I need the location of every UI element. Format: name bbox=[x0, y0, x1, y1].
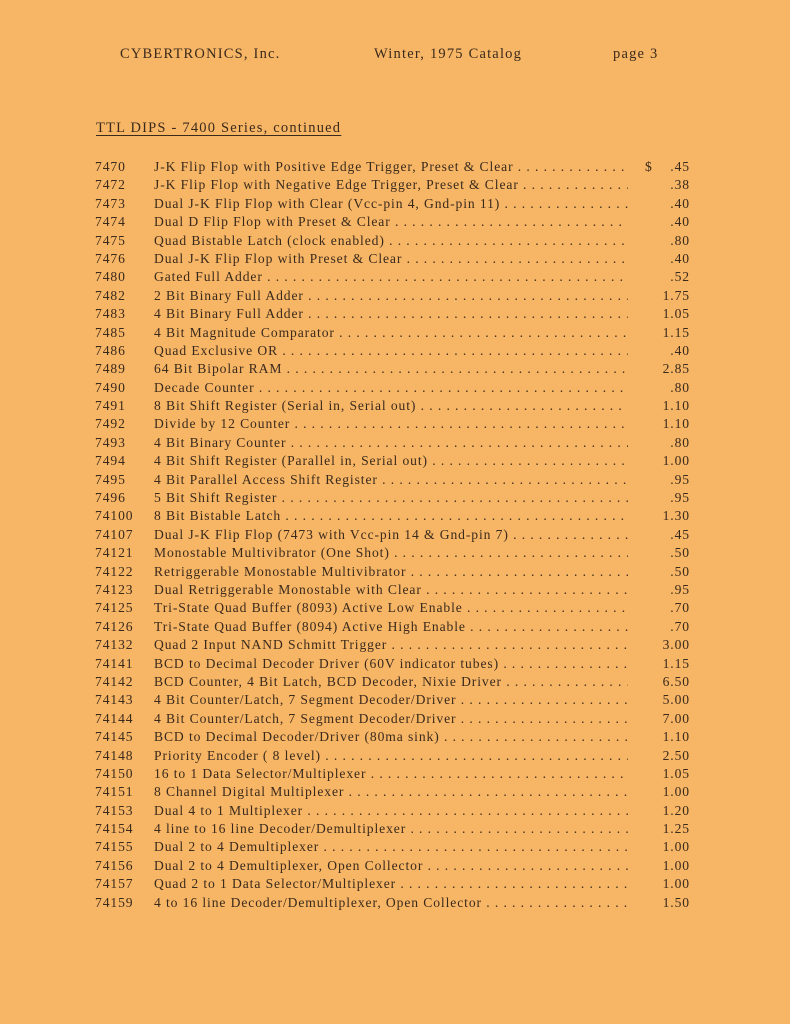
part-description: Dual Retriggerable Monostable with Clear . . . bbox=[154, 581, 628, 599]
part-description: 2 Bit Binary Full Adder . . . bbox=[154, 287, 628, 305]
part-description: BCD to Decimal Decoder/Driver (80ma sink) . . . bbox=[154, 728, 628, 746]
part-description: Divide by 12 Counter . . . bbox=[154, 415, 628, 433]
part-description: BCD to Decimal Decoder Driver (60V indicator tubes) . . . bbox=[154, 655, 628, 673]
part-price: 1.05 bbox=[662, 765, 690, 781]
part-price: .40 bbox=[670, 195, 690, 211]
part-number: 74123 bbox=[95, 581, 134, 597]
part-description: 4 Bit Parallel Access Shift Register . . . bbox=[154, 471, 628, 489]
part-price: 1.00 bbox=[662, 784, 690, 800]
part-number: 74107 bbox=[95, 526, 134, 542]
list-item bbox=[0, 324, 790, 342]
section-title: TTL DIPS - 7400 Series, continued bbox=[96, 120, 342, 136]
part-description: Dual 2 to 4 Demultiplexer . . . bbox=[154, 838, 628, 856]
part-description: Quad 2 Input NAND Schmitt Trigger . . . bbox=[154, 636, 628, 654]
part-number: 7490 bbox=[95, 379, 126, 395]
part-number: 7483 bbox=[95, 306, 126, 322]
list-item bbox=[0, 673, 790, 691]
part-number: 74143 bbox=[95, 692, 134, 708]
list-item bbox=[0, 287, 790, 305]
part-number: 7475 bbox=[95, 232, 126, 248]
list-item bbox=[0, 360, 790, 378]
part-price: 1.00 bbox=[662, 876, 690, 892]
list-item bbox=[0, 379, 790, 397]
list-item bbox=[0, 195, 790, 213]
part-price: .45 bbox=[670, 526, 690, 542]
part-description: 4 Bit Counter/Latch, 7 Segment Decoder/Driver . . . bbox=[154, 691, 628, 709]
part-price: 1.10 bbox=[662, 416, 690, 432]
part-number: 74153 bbox=[95, 802, 134, 818]
part-description: Monostable Multivibrator (One Shot) . . . bbox=[154, 544, 628, 562]
part-description: 4 Bit Binary Full Adder . . . bbox=[154, 305, 628, 323]
part-price: .40 bbox=[670, 250, 690, 266]
part-description: 8 Bit Shift Register (Serial in, Serial out) . . . bbox=[154, 397, 628, 415]
part-number: 74132 bbox=[95, 637, 134, 653]
list-item bbox=[0, 544, 790, 562]
part-price: .80 bbox=[670, 379, 690, 395]
part-description: Quad 2 to 1 Data Selector/Multiplexer . . . bbox=[154, 875, 628, 893]
part-description: 16 to 1 Data Selector/Multiplexer . . . bbox=[154, 765, 628, 783]
list-item bbox=[0, 305, 790, 323]
part-price: 1.30 bbox=[662, 508, 690, 524]
part-price: .40 bbox=[670, 214, 690, 230]
list-item bbox=[0, 415, 790, 433]
company-name: CYBERTRONICS, Inc. bbox=[120, 46, 281, 62]
part-price: 1.50 bbox=[662, 894, 690, 910]
list-item bbox=[0, 765, 790, 783]
part-description: 5 Bit Shift Register . . . bbox=[154, 489, 628, 507]
part-description: J-K Flip Flop with Positive Edge Trigger, Preset & Clear . . . bbox=[154, 158, 628, 176]
part-number: 74155 bbox=[95, 839, 134, 855]
list-item bbox=[0, 471, 790, 489]
part-number: 74100 bbox=[95, 508, 134, 524]
list-item bbox=[0, 158, 790, 176]
part-price: 1.00 bbox=[662, 453, 690, 469]
list-item bbox=[0, 636, 790, 654]
part-number: 74121 bbox=[95, 545, 134, 561]
part-price: 1.00 bbox=[662, 839, 690, 855]
part-price: 1.10 bbox=[662, 398, 690, 414]
part-description: 4 Bit Magnitude Comparator . . . bbox=[154, 324, 628, 342]
part-description: 4 to 16 line Decoder/Demultiplexer, Open Collector . . . bbox=[154, 894, 628, 912]
part-number: 7493 bbox=[95, 434, 126, 450]
part-number: 74125 bbox=[95, 600, 134, 616]
part-description: 4 Bit Binary Counter . . . bbox=[154, 434, 628, 452]
part-number: 74122 bbox=[95, 563, 134, 579]
list-item bbox=[0, 820, 790, 838]
catalog-title: Winter, 1975 Catalog bbox=[374, 46, 523, 62]
part-number: 74142 bbox=[95, 673, 134, 689]
part-number: 7496 bbox=[95, 490, 126, 506]
list-item bbox=[0, 710, 790, 728]
part-description: Quad Exclusive OR . . . bbox=[154, 342, 628, 360]
part-description: Dual D Flip Flop with Preset & Clear . . . bbox=[154, 213, 628, 231]
part-number: 7472 bbox=[95, 177, 126, 193]
part-description: Dual J-K Flip Flop (7473 with Vcc-pin 14 & Gnd-pin 7) . . . bbox=[154, 526, 628, 544]
part-description: BCD Counter, 4 Bit Latch, BCD Decoder, Nixie Driver . . . bbox=[154, 673, 628, 691]
list-item bbox=[0, 563, 790, 581]
part-number: 74141 bbox=[95, 655, 134, 671]
part-price: .95 bbox=[670, 581, 690, 597]
part-number: 7486 bbox=[95, 342, 126, 358]
part-description: 4 line to 16 line Decoder/Demultiplexer . . . bbox=[154, 820, 628, 838]
part-description: Tri-State Quad Buffer (8094) Active High Enable . . . bbox=[154, 618, 628, 636]
part-number: 7482 bbox=[95, 287, 126, 303]
part-description: Dual J-K Flip Flop with Clear (Vcc-pin 4, Gnd-pin 11) . . . bbox=[154, 195, 628, 213]
list-item bbox=[0, 526, 790, 544]
part-description: Priority Encoder ( 8 level) . . . bbox=[154, 747, 628, 765]
part-price: .50 bbox=[670, 563, 690, 579]
part-description: 8 Bit Bistable Latch . . . bbox=[154, 507, 628, 525]
part-description: Dual J-K Flip Flop with Preset & Clear . . . bbox=[154, 250, 628, 268]
part-number: 7489 bbox=[95, 361, 126, 377]
part-number: 7476 bbox=[95, 250, 126, 266]
list-item bbox=[0, 655, 790, 673]
part-number: 74126 bbox=[95, 618, 134, 634]
part-price: .70 bbox=[670, 600, 690, 616]
part-number: 74148 bbox=[95, 747, 134, 763]
part-number: 74154 bbox=[95, 821, 134, 837]
part-number: 7491 bbox=[95, 398, 126, 414]
list-item bbox=[0, 691, 790, 709]
part-price: 1.15 bbox=[662, 655, 690, 671]
list-item bbox=[0, 581, 790, 599]
part-description: J-K Flip Flop with Negative Edge Trigger, Preset & Clear . . . bbox=[154, 176, 628, 194]
catalog-list bbox=[0, 158, 790, 912]
part-price: .52 bbox=[670, 269, 690, 285]
list-item bbox=[0, 747, 790, 765]
part-number: 74157 bbox=[95, 876, 134, 892]
part-number: 7470 bbox=[95, 159, 126, 174]
list-item bbox=[0, 489, 790, 507]
part-price: 1.05 bbox=[662, 306, 690, 322]
part-price: .95 bbox=[670, 471, 690, 487]
part-number: 74144 bbox=[95, 710, 134, 726]
part-description: 4 Bit Counter/Latch, 7 Segment Decoder/Driver . . . bbox=[154, 710, 628, 728]
part-price: 1.20 bbox=[662, 802, 690, 818]
part-price: 7.00 bbox=[662, 710, 690, 726]
part-price: 1.15 bbox=[662, 324, 690, 340]
list-item bbox=[0, 838, 790, 856]
part-number: 74145 bbox=[95, 729, 134, 745]
part-description: Decade Counter . . . bbox=[154, 379, 628, 397]
part-number: 7492 bbox=[95, 416, 126, 432]
part-number: 7494 bbox=[95, 453, 126, 469]
part-price: 3.00 bbox=[662, 637, 690, 653]
part-number: 7473 bbox=[95, 195, 126, 211]
list-item bbox=[0, 783, 790, 801]
list-item bbox=[0, 802, 790, 820]
list-item bbox=[0, 599, 790, 617]
part-price: 1.10 bbox=[662, 729, 690, 745]
currency-symbol: $ bbox=[645, 159, 653, 174]
part-description: Dual 4 to 1 Multiplexer . . . bbox=[154, 802, 628, 820]
part-description: 8 Channel Digital Multiplexer . . . bbox=[154, 783, 628, 801]
part-description: 4 Bit Shift Register (Parallel in, Serial out) . . . bbox=[154, 452, 628, 470]
part-price: .38 bbox=[670, 177, 690, 193]
list-item bbox=[0, 397, 790, 415]
part-price: .80 bbox=[670, 434, 690, 450]
part-price: 1.25 bbox=[662, 821, 690, 837]
part-price: 1.00 bbox=[662, 857, 690, 873]
part-number: 7485 bbox=[95, 324, 126, 340]
part-price: 5.00 bbox=[662, 692, 690, 708]
part-price: .80 bbox=[670, 232, 690, 248]
part-description: Quad Bistable Latch (clock enabled) . . . bbox=[154, 232, 628, 250]
part-price: 6.50 bbox=[662, 673, 690, 689]
list-item bbox=[0, 894, 790, 912]
page-number: page 3 bbox=[613, 46, 659, 62]
part-description: Dual 2 to 4 Demultiplexer, Open Collector . . . bbox=[154, 857, 628, 875]
part-price: 2.85 bbox=[662, 361, 690, 377]
list-item bbox=[0, 268, 790, 286]
part-number: 74151 bbox=[95, 784, 134, 800]
part-price: 1.75 bbox=[662, 287, 690, 303]
list-item bbox=[0, 434, 790, 452]
list-item bbox=[0, 176, 790, 194]
part-price: 2.50 bbox=[662, 747, 690, 763]
part-number: 7495 bbox=[95, 471, 126, 487]
part-price: .40 bbox=[670, 342, 690, 358]
part-number: 74150 bbox=[95, 765, 134, 781]
list-item bbox=[0, 452, 790, 470]
list-item bbox=[0, 857, 790, 875]
part-description: Tri-State Quad Buffer (8093) Active Low Enable . . . bbox=[154, 599, 628, 617]
part-price: .45 bbox=[670, 159, 690, 174]
part-description: Gated Full Adder . . . bbox=[154, 268, 628, 286]
part-description: 64 Bit Bipolar RAM . . . bbox=[154, 360, 628, 378]
page-header bbox=[0, 46, 790, 68]
part-number: 7474 bbox=[95, 214, 126, 230]
part-number: 74156 bbox=[95, 857, 134, 873]
part-price: .95 bbox=[670, 490, 690, 506]
list-item bbox=[0, 728, 790, 746]
part-price: .70 bbox=[670, 618, 690, 634]
list-item bbox=[0, 213, 790, 231]
part-number: 74159 bbox=[95, 894, 134, 910]
list-item bbox=[0, 250, 790, 268]
list-item bbox=[0, 618, 790, 636]
list-item bbox=[0, 507, 790, 525]
part-price: .50 bbox=[670, 545, 690, 561]
part-description: Retriggerable Monostable Multivibrator . . . bbox=[154, 563, 628, 581]
list-item bbox=[0, 875, 790, 893]
list-item bbox=[0, 232, 790, 250]
list-item bbox=[0, 342, 790, 360]
part-number: 7480 bbox=[95, 269, 126, 285]
